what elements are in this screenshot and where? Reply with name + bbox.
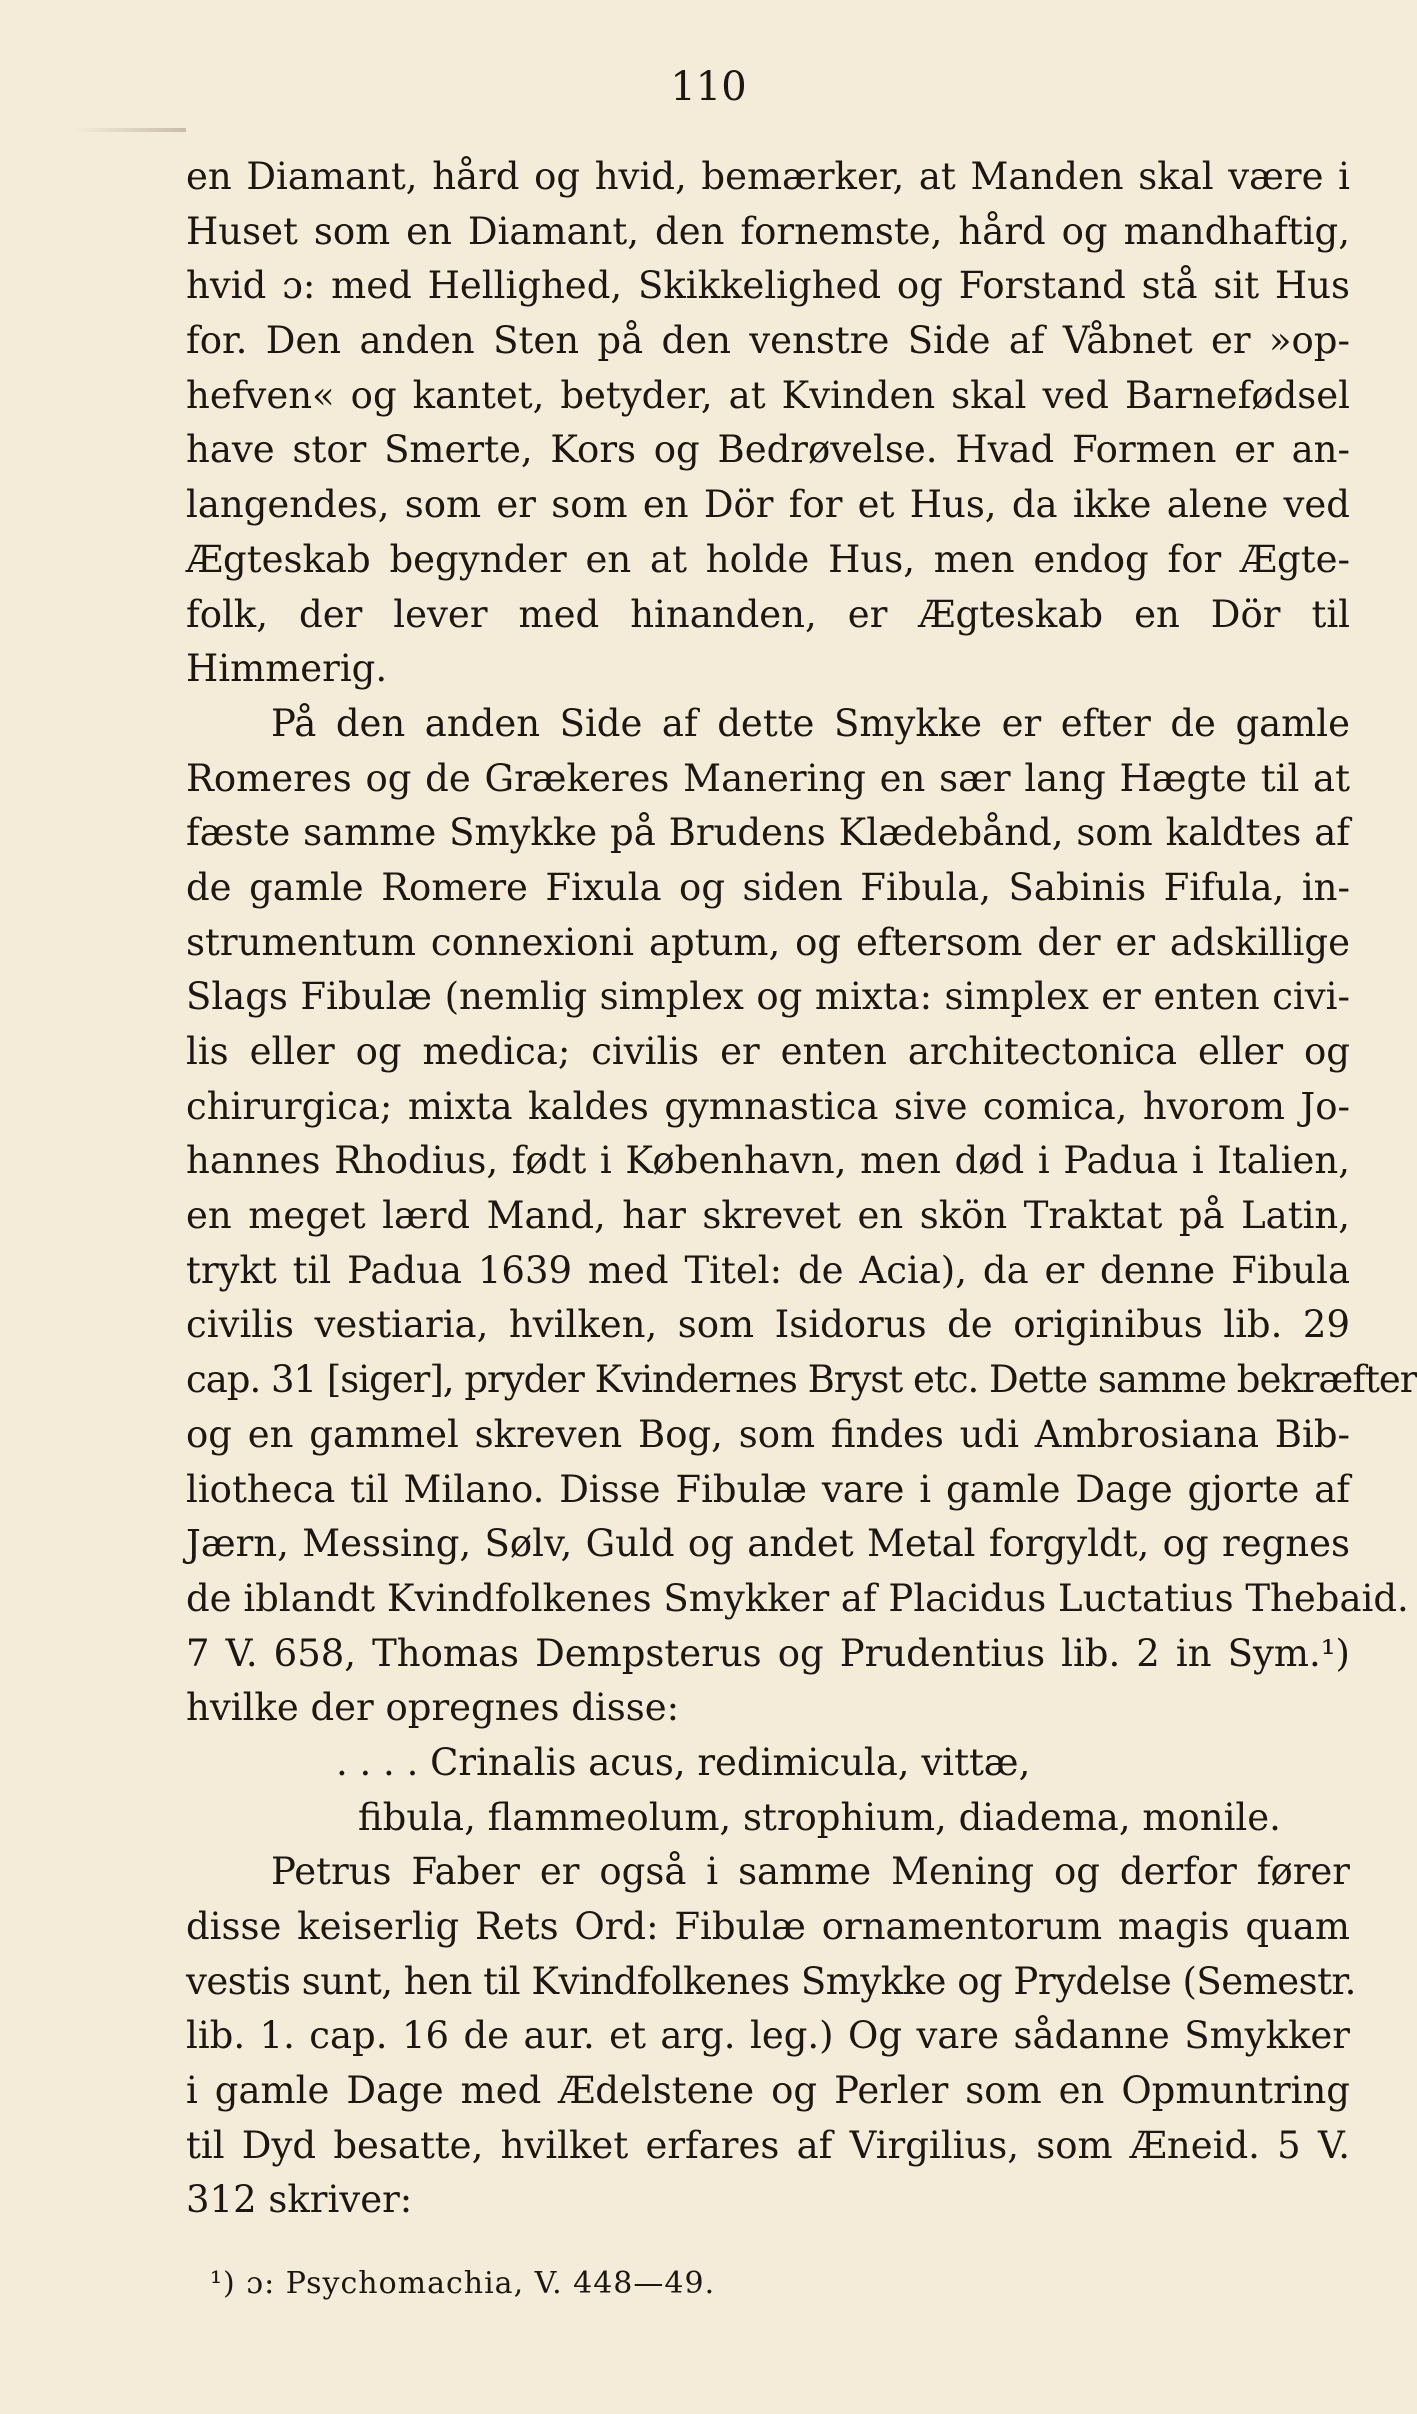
- text-line: langendes, som er som en Dör for et Hus, da ikke alene ved: [186, 483, 1350, 527]
- body-text: [186, 150, 1417, 2228]
- text-line: Huset som en Diamant, den fornemste, hård og mandhaftig,: [186, 209, 1350, 253]
- text-line: for. Den anden Sten på den venstre Side af Våbnet er »op-: [186, 319, 1350, 363]
- text-line: de gamle Romere Fixula og siden Fibula, Sabinis Fifula, in-: [186, 865, 1350, 909]
- text-line: Himmerig.: [186, 647, 388, 691]
- paragraph-start-line: På den anden Side af dette Smykke er efter de gamle: [271, 701, 1350, 745]
- verse-line: fibula, flammeolum, strophium, diadema, monile.: [358, 1795, 1281, 1839]
- text-line: hvilke der opregnes disse:: [186, 1686, 680, 1730]
- text-line: strumentum connexioni aptum, og eftersom der er adskillige: [186, 920, 1350, 964]
- footnote: [210, 2264, 715, 2304]
- footnote-text: ɔ: Psychomachia, V. 448—49.: [246, 2266, 716, 2301]
- text-line: fæste samme Smykke på Brudens Klædebånd, som kaldtes af: [186, 811, 1350, 855]
- text-line: liotheca til Milano. Disse Fibulæ vare i gamle Dage gjorte af: [186, 1467, 1350, 1511]
- text-line: til Dyd besatte, hvilket erfares af Virgilius, som Æneid. 5 V.: [186, 2123, 1350, 2167]
- text-line: en Diamant, hård og hvid, bemærker, at Manden skal være i: [186, 155, 1350, 198]
- decorative-rule: [74, 128, 186, 132]
- text-line: folk, der lever med hinanden, er Ægteskab en Dör til: [186, 592, 1350, 636]
- text-line: have stor Smerte, Kors og Bedrøvelse. Hvad Formen er an-: [186, 428, 1350, 472]
- text-line: Romeres og de Grækeres Manering en sær lang Hægte til at: [186, 756, 1350, 800]
- text-line: hannes Rhodius, født i København, men død i Padua i Italien,: [186, 1139, 1350, 1183]
- text-line: Ægteskab begynder en at holde Hus, men endog for Ægte-: [186, 537, 1350, 581]
- text-line: chirurgica; mixta kaldes gymnastica sive comica, hvorom Jo-: [186, 1084, 1350, 1128]
- text-line: vestis sunt, hen til Kvindfolkenes Smykke og Prydelse (Semestr.: [186, 1959, 1356, 2003]
- text-line: i gamle Dage med Ædelstene og Perler som en Opmuntring: [186, 2069, 1350, 2113]
- text-line: Slags Fibulæ (nemlig simplex og mixta: simplex er enten civi-: [186, 975, 1350, 1019]
- text-line: en meget lærd Mand, har skrevet en skön Traktat på Latin,: [186, 1194, 1350, 1238]
- text-line: og en gammel skreven Bog, som findes udi Ambrosiana Bib-: [186, 1412, 1350, 1456]
- text-line: de iblandt Kvindfolkenes Smykker af Placidus Luctatius Thebaid.: [186, 1576, 1409, 1620]
- paragraph-start-line: Petrus Faber er også i samme Mening og derfor fører: [271, 1850, 1350, 1894]
- text-line: 312 skriver:: [186, 2178, 413, 2222]
- text-line: lib. 1. cap. 16 de aur. et arg. leg.) Og vare sådanne Smykker: [186, 2014, 1350, 2058]
- verse-line: . . . . Crinalis acus, redimicula, vittæ,: [336, 1740, 1031, 1784]
- text-line: hvid ɔ: med Hellighed, Skikkelighed og Forstand stå sit Hus: [186, 264, 1350, 308]
- text-line: Jærn, Messing, Sølv, Guld og andet Metal forgyldt, og regnes: [186, 1522, 1350, 1566]
- text-line: 7 V. 658, Thomas Dempsterus og Prudentius lib. 2 in Sym.¹): [186, 1631, 1350, 1675]
- text-line: trykt til Padua 1639 med Titel: de Acia), da er denne Fibula: [186, 1248, 1350, 1292]
- text-line: hefven« og kantet, betyder, at Kvinden skal ved Barnefødsel: [186, 373, 1350, 417]
- text-line: cap. 31 [siger], pryder Kvindernes Bryst etc. Dette samme bekræfter: [186, 1358, 1417, 1402]
- text-line: lis eller og medica; civilis er enten architectonica eller og: [186, 1030, 1350, 1073]
- footnote-marker: ¹): [210, 2266, 236, 2301]
- text-line: disse keiserlig Rets Ord: Fibulæ ornamentorum magis quam: [186, 1905, 1350, 1948]
- text-line: civilis vestiaria, hvilken, som Isidorus de originibus lib. 29: [186, 1303, 1350, 1347]
- page-number: 110: [670, 64, 747, 110]
